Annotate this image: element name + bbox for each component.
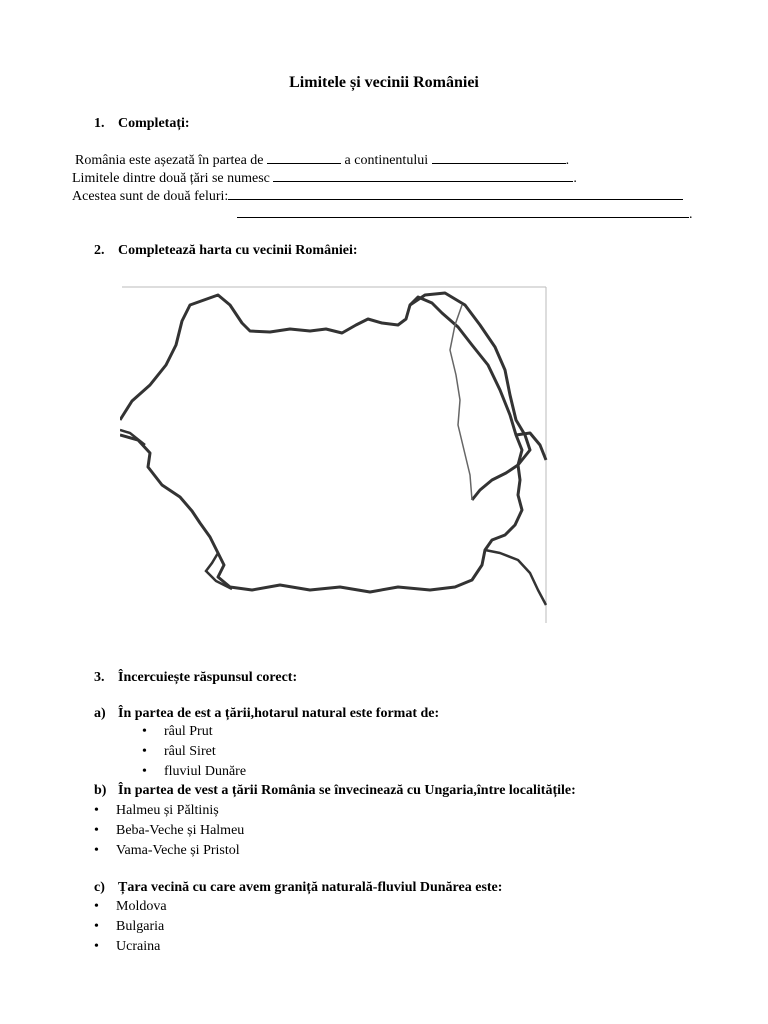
option-b-2-text: Beba-Veche și Halmeu [116, 823, 245, 838]
option-c-3-text: Ucraina [116, 939, 161, 954]
romania-outline-map [120, 285, 548, 625]
section-2-heading [94, 243, 358, 259]
blank-continent[interactable] [432, 152, 566, 164]
question-b-letter: b) [94, 783, 107, 798]
option-b-2[interactable] [94, 823, 244, 839]
fill-line-1-end: . [565, 153, 570, 168]
fill-line-2 [72, 170, 577, 187]
fill-line-1 [75, 152, 569, 169]
option-c-2-text: Bulgaria [116, 919, 165, 934]
danube-delta [485, 550, 546, 605]
question-a-letter: a) [94, 706, 106, 721]
section-3-title: Încercuiește răspunsul corect: [118, 670, 298, 685]
option-c-3[interactable] [94, 939, 160, 955]
section-3-number: 3. [94, 670, 105, 685]
option-a-2-text: râul Siret [164, 744, 216, 759]
option-a-1-text: râul Prut [164, 724, 213, 739]
option-a-3-text: fluviul Dunăre [164, 764, 247, 779]
question-a [94, 706, 439, 722]
fill-line-4 [237, 206, 693, 223]
question-b-text: În partea de vest a țării România se învecinează cu Ungaria,între localitățile: [118, 783, 576, 798]
section-3-heading [94, 670, 297, 686]
section-1-title: Completați: [118, 116, 190, 131]
option-a-1[interactable] [142, 724, 213, 740]
prut-river [450, 305, 472, 500]
blank-border-types-2[interactable] [237, 206, 689, 218]
section-2-title: Completează harta cu vecinii României: [118, 243, 358, 258]
question-c-letter: c) [94, 880, 105, 895]
option-b-3[interactable] [94, 843, 240, 859]
option-b-1[interactable] [94, 803, 219, 819]
fill-line-2-end: . [573, 171, 577, 186]
option-b-1-text: Halmeu și Păltiniș [116, 803, 219, 818]
fill-line-3 [72, 188, 683, 205]
blank-part-of-continent[interactable] [267, 152, 341, 164]
blank-border-name[interactable] [273, 170, 573, 182]
question-a-text: În partea de est a țării,hotarul natural este format de: [118, 706, 440, 721]
page-title: Limitele și vecinii României [289, 74, 479, 91]
fill-line-1-text-b: a continentului [344, 153, 429, 168]
fill-line-1-text-a: România este așezată în partea de [75, 153, 264, 168]
option-a-2[interactable] [142, 744, 216, 760]
section-1-number: 1. [94, 116, 105, 131]
fill-line-3-text: Acestea sunt de două feluri: [72, 189, 229, 204]
option-c-1[interactable] [94, 899, 167, 915]
blank-border-types-1[interactable] [228, 188, 683, 200]
moldova-border [410, 293, 530, 500]
option-c-1-text: Moldova [116, 899, 167, 914]
option-c-2[interactable] [94, 919, 164, 935]
option-b-3-text: Vama-Veche și Pristol [116, 843, 240, 858]
section-2-number: 2. [94, 243, 105, 258]
option-a-3[interactable] [142, 764, 246, 780]
question-c-text: Țara vecină cu care avem graniță naturală-fluviul Dunărea este: [118, 880, 503, 895]
fill-line-2-text: Limitele dintre două țări se numesc [72, 171, 270, 186]
section-1-heading [94, 116, 190, 132]
fill-line-4-end: . [689, 207, 693, 222]
question-c [94, 880, 502, 896]
question-b [94, 783, 576, 799]
